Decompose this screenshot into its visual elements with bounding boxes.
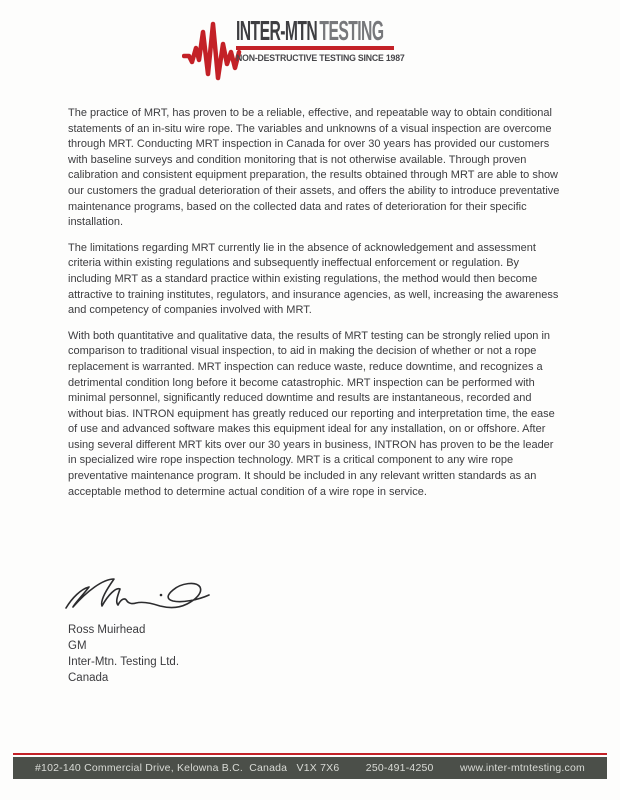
footer-address: #102-140 Commercial Drive, Kelowna B.C. Canada V1X 7X6	[35, 762, 340, 774]
signer-title: GM	[68, 640, 87, 652]
logo-text-block	[236, 15, 405, 63]
logo-title-secondary: TESTING	[319, 15, 384, 46]
letter-body	[68, 106, 560, 510]
signer-country: Canada	[68, 672, 109, 684]
logo-title-primary: INTER-MTN	[236, 15, 318, 46]
signer-company: Inter-Mtn. Testing Ltd.	[68, 656, 180, 668]
paragraph-3: With both quantitative and qualitative data, the results of MRT testing can be strongly relied upon in comparison to traditional visual inspection, to aid in making the decision of whether or not a rope replacement is warranted. MRT inspection can reduce waste, reduce downtime, and recognizes a detrimental condition long before it become catastrophic. MRT inspection can be performed with minimal personnel, significantly reduced downtime and results are instantaneous, recorded and without bias. INTRON equipment has greatly reduced our reporting and interpretation time, the ease of use and advanced software makes this equipment ideal for any installation, on or offshore. After using several different MRT kits over our 30 years in business, INTRON has proven to be the leader in specialized wire rope inspection technology. MRT is a critical component to any wire rope preventative maintenance program. It should be included in any relevant written standards as an acceptable method to determine actual condition of a wire rope in service.	[68, 329, 555, 498]
paragraph-2: The limitations regarding MRT currently lie in the absence of acknowledgement and assessment criteria within existing regulations and subsequently ineffectual enforcement or regulation. By including MRT as a standard practice within existing regulations, the method would then become attractive to training institutes, regulators, and insurance agencies, as well, increasing the awareness and competency of companies involved with MRT.	[68, 241, 559, 317]
signer-name: Ross Muirhead	[68, 624, 146, 636]
logo-red-bar	[236, 46, 394, 50]
footer-website: www.inter-mtntesting.com	[459, 762, 585, 774]
signature-block	[68, 622, 179, 686]
handwritten-signature	[62, 574, 212, 624]
footer-red-rule	[13, 753, 607, 755]
footer-phone: 250-491-4250	[365, 762, 434, 774]
logo-title	[236, 15, 384, 46]
ekg-heartbeat-icon	[182, 20, 242, 82]
logo-tagline: NON-DESTRUCTIVE TESTING SINCE 1987	[236, 53, 405, 63]
footer-bar	[13, 757, 607, 779]
company-logo	[182, 14, 405, 82]
paragraph-1: The practice of MRT, has proven to be a reliable, effective, and repeatable way to obtain conditional statements of an in-situ wire rope. The variables and unknowns of a visual inspection are overcome through MRT. Conducting MRT inspection in Canada for over 30 years has provided our customers with baseline surveys and condition monitoring that is not otherwise available. Through proven calibration and consistent equipment preparation, the results obtained through MRT are able to show our customers the gradual deterioration of their assets, and offers the ability to introduce preventative maintenance programs, based on the collected data and rates of deterioration for their specific installation.	[68, 107, 560, 229]
